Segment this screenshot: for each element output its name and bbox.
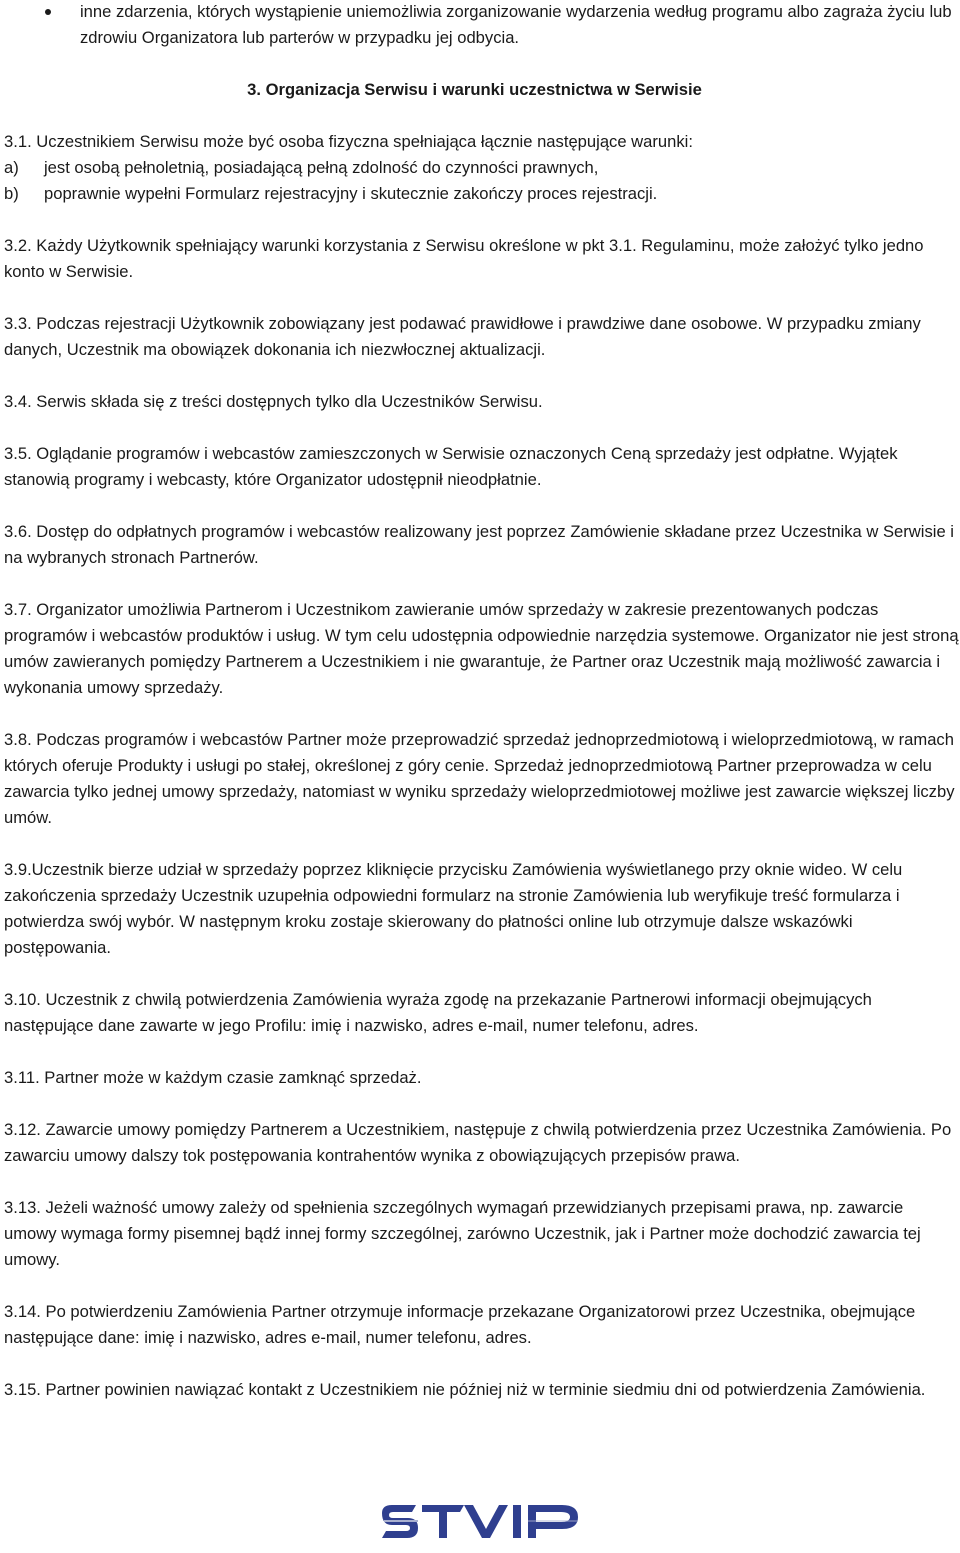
paragraph-3-1 xyxy=(4,129,959,207)
paragraph-3-9: 3.9.Uczestnik bierze udział w sprzedaży poprzez kliknięcie przycisku Zamówienia wyświetlanego przy oknie wideo. W celu zakończenia sprzedaży Uczestnik uzupełnia odpowiedni formularz na stronie Zamówienia lub weryfikuje treść formularza i potwierdza swój wybór. W następnym kroku zostaje skierowany do płatności online lub otrzymuje dalsze wskazówki postępowania. xyxy=(4,860,903,957)
condition-marker: a) xyxy=(4,158,19,177)
conditions-list xyxy=(4,155,959,207)
paragraph-3-13: 3.13. Jeżeli ważność umowy zależy od spełnienia szczególnych wymagań przewidzianych przepisami prawa, np. zawarcie umowy wymaga formy pisemnej bądź innej formy szczególnej, zarówno Uczestnik, jak i Partner może dochodzić zawarcia tej umowy. xyxy=(4,1198,921,1269)
paragraph-3-7: 3.7. Organizator umożliwia Partnerom i Uczestnikom zawieranie umów sprzedaży w zakresie prezentowanych podczas programów i webcastów produktów i usług. W tym celu udostępnia odpowiednie narzędzia systemowe. Organizator nie jest stroną umów zawieranych pomiędzy Partnerem a Uczestnikiem i nie gwarantuje, że Partner oraz Uczestnik mają możliwość zawarcia i wykonania umowy sprzedaży. xyxy=(4,600,959,697)
section-heading: 3. Organizacja Serwisu i warunki uczestnictwa w Serwisie xyxy=(247,80,702,99)
bullet-icon xyxy=(45,9,51,15)
paragraph-3-14: 3.14. Po potwierdzeniu Zamówienia Partner otrzymuje informacje przekazane Organizatorowi przez Uczestnika, obejmujące następujące dane: imię i nazwisko, adres e-mail, numer telefonu, adres. xyxy=(4,1302,916,1347)
tvip-logo-icon xyxy=(378,1499,584,1545)
paragraph-3-11: 3.11. Partner może w każdym czasie zamknąć sprzedaż. xyxy=(4,1068,422,1087)
paragraph-3-12: 3.12. Zawarcie umowy pomiędzy Partnerem a Uczestnikiem, następuje z chwilą potwierdzenia przez Uczestnika Zamówienia. Po zawarciu umowy dalszy tok postępowania kontrahentów wynika z obowiązujących przepisów prawa. xyxy=(4,1120,952,1165)
paragraph-3-10: 3.10. Uczestnik z chwilą potwierdzenia Zamówienia wyraża zgodę na przekazanie Partnerowi informacji obejmujących następujące dane zawarte w jego Profilu: imię i nazwisko, adres e-mail, numer telefonu, adres. xyxy=(4,990,872,1035)
condition-text: jest osobą pełnoletnią, posiadającą pełną zdolność do czynności prawnych, xyxy=(44,158,599,177)
tvip-logo xyxy=(378,1499,584,1545)
condition-text: poprawnie wypełni Formularz rejestracyjny i skutecznie zakończy proces rejestracji. xyxy=(44,184,658,203)
paragraph-3-3: 3.3. Podczas rejestracji Użytkownik zobowiązany jest podawać prawidłowe i prawdziwe dane osobowe. W przypadku zmiany danych, Uczestnik ma obowiązek dokonania ich niezwłocznej aktualizacji. xyxy=(4,314,921,359)
paragraph-3-8: 3.8. Podczas programów i webcastów Partner może przeprowadzić sprzedaż jednoprzedmiotową i wieloprzedmiotową, w ramach których oferuje Produkty i usługi po stałej, określonej z góry cenie. Sprzedaż jednoprzedmiotową Partner przeprowadza w celu zawarcia tylko jednej umowy sprzedaży, natomiast w wyniku sprzedaży wieloprzedmiotowej możliwe jest zawarcie większej liczby umów. xyxy=(4,730,955,827)
paragraph-3-15: 3.15. Partner powinien nawiązać kontakt z Uczestnikiem nie później niż w terminie siedmiu dni od potwierdzenia Zamówienia. xyxy=(4,1380,926,1399)
document-page xyxy=(4,0,959,1403)
intro-bullet-text: inne zdarzenia, których wystąpienie uniemożliwia zorganizowanie wydarzenia według programu albo zagraża życiu lub zdrowiu Organizatora lub parterów w przypadku jej odbycia. xyxy=(80,2,952,47)
condition-item xyxy=(4,181,959,207)
paragraph-3-4: 3.4. Serwis składa się z treści dostępnych tylko dla Uczestników Serwisu. xyxy=(4,392,543,411)
condition-item xyxy=(4,155,959,181)
logo-s-mark xyxy=(382,1505,418,1538)
paragraph-3-6: 3.6. Dostęp do odpłatnych programów i webcastów realizowany jest poprzez Zamówienie składane przez Uczestnika w Serwisie i na wybranych stronach Partnerów. xyxy=(4,522,954,567)
paragraph-3-2: 3.2. Każdy Użytkownik spełniający warunki korzystania z Serwisu określone w pkt 3.1. Regulaminu, może założyć tylko jedno konto w Serwisie. xyxy=(4,236,924,281)
paragraph-3-1-text: 3.1. Uczestnikiem Serwisu może być osoba fizyczna spełniająca łącznie następujące warunki: xyxy=(4,132,693,151)
paragraph-3-5: 3.5. Oglądanie programów i webcastów zamieszczonych w Serwisie oznaczonych Ceną sprzedaży jest odpłatne. Wyjątek stanowią programy i webcasty, które Organizator udostępnił nieodpłatnie. xyxy=(4,444,898,489)
condition-marker: b) xyxy=(4,184,19,203)
intro-bullet-item xyxy=(4,0,959,51)
